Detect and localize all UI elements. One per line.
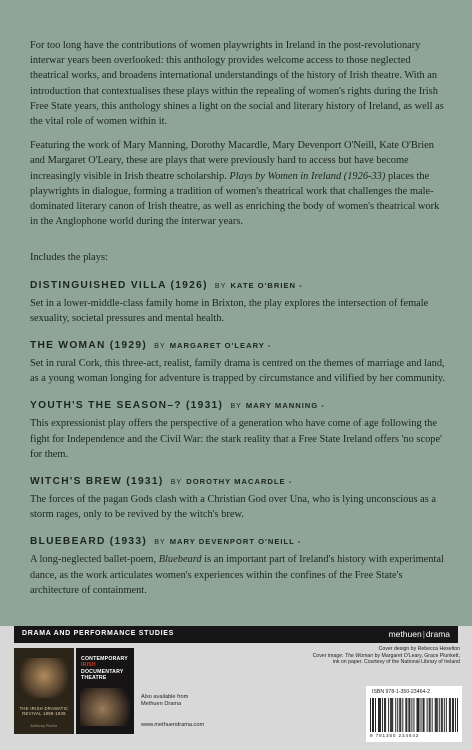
play-entry: [30, 340, 448, 386]
barcode-bar: [432, 698, 433, 732]
barcode-bar: [397, 698, 398, 732]
cover-credits: [240, 646, 460, 666]
barcode-bar: [385, 698, 386, 732]
play-description: This expressionist play offers the perspective of a generation who have come of age following the fight for Independence and the Civil War: the stark reality that a Free State Ireland offers 'no scope' for them.: [30, 418, 442, 460]
book-author: Anthony Roche: [30, 724, 58, 728]
also-line-2: Methuen Drama: [141, 701, 182, 708]
barcode-bar: [436, 698, 437, 732]
barcode-bar: [380, 698, 381, 732]
play-title: [30, 536, 448, 547]
footer-panel: [0, 626, 472, 750]
barcode-bar: [417, 698, 418, 732]
play-author: MARGARET O'LEARY -: [169, 341, 272, 351]
barcode-bar: [427, 698, 428, 732]
barcode-bar: [402, 698, 403, 732]
credit-line-3: ink on paper. Courtesy of the National Library of Ireland: [332, 659, 460, 666]
play-name: BLUEBEARD (1933): [30, 536, 148, 548]
barcode-bar: [372, 698, 373, 732]
play-entry: [30, 280, 448, 326]
barcode-bar: [411, 698, 412, 732]
barcode-bar: [419, 698, 420, 732]
intro-paragraph-1: For too long have the contributions of women playwrights in Ireland in the post-revolutionary interwar years been overlooked: this anthology provides welcome access to those neglected theatrical works, and broadens international understandings of the history of Irish theatre. With an introduction that contextualises these plays within the repealing of women's rights during the Irish Free State years, this anthology shines a light on the social and literary history of Ireland, as well as the vital role of women within it.: [30, 40, 444, 128]
barcode-bar: [437, 698, 438, 732]
barcode-bar: [405, 698, 406, 732]
play-name: WITCH'S BREW (1931): [30, 476, 164, 488]
publisher-name-b: drama: [425, 629, 450, 639]
credit-design: Cover design by Rebecca Heselton: [378, 646, 460, 652]
barcode-bar: [409, 698, 410, 732]
play-author: DOROTHY MACARDLE -: [186, 477, 293, 487]
play-entry: [30, 476, 448, 522]
credit-image: [240, 653, 460, 660]
barcode-bar: [429, 698, 430, 732]
series-label: DRAMA AND PERFORMANCE STUDIES: [22, 630, 175, 637]
play-by: BY: [154, 341, 166, 351]
barcode-bar: [452, 698, 453, 732]
book-title-red: IRISH: [81, 662, 96, 669]
series-bar: [14, 626, 458, 643]
barcode-panel: [366, 686, 462, 742]
also-available-text: [141, 694, 188, 709]
play-by: BY: [154, 537, 166, 547]
barcode-bar: [375, 698, 376, 732]
barcode-bar: [391, 698, 392, 732]
book-title: [81, 656, 131, 682]
barcode-bar: [378, 698, 379, 732]
book-cover-image: [80, 688, 130, 726]
barcode-bar: [441, 698, 442, 732]
barcode-bar: [421, 698, 422, 732]
intro-paragraph-2: [30, 138, 448, 229]
intro-paragraph-2-a: Featuring the work of Mary Manning, Dorothy Macardle, Mary Devenport O'Neill, Kate O'Brien and Margaret O'Leary, these are plays that were previously hard to access but have become increasingly visible in Irish theatre scholarship.: [30, 140, 434, 182]
play-title: [30, 280, 448, 291]
barcode-bar: [442, 698, 443, 732]
related-book-cover-2[interactable]: [76, 648, 134, 734]
book-title: THE IRISH DRAMATIC REVIVAL 1899-1939: [19, 706, 69, 716]
barcode-bar: [430, 698, 431, 732]
play-name: YOUTH'S THE SEASON–? (1931): [30, 400, 224, 412]
barcode-bar: [444, 698, 445, 732]
play-description: Set in rural Cork, this three-act, realist, family drama is centred on the themes of marriage and land, as a young woman longing for adventure is trapped by circumstance and vilified by her community.: [30, 358, 445, 385]
intro-paragraph-2-b: places the playwrights in dialogue, forming a tradition of women's theatrical work that challenges the male-dominated literary canon of Irish theatre, as well as enriching the body of women's theatrical work in the Anglophone world during the interwar years.: [30, 170, 440, 228]
barcode-bar: [439, 698, 440, 732]
barcode-bar: [399, 698, 400, 732]
barcode-bar: [373, 698, 374, 732]
publisher-name-a: methuen: [388, 629, 422, 639]
includes-heading: Includes the plays:: [30, 252, 108, 264]
play-name: DISTINGUISHED VILLA (1926): [30, 279, 208, 291]
barcode-bar: [424, 698, 425, 732]
barcode-bar: [406, 698, 407, 732]
barcode-bar: [446, 698, 447, 732]
anthology-title: Plays by Women in Ireland (1926-33): [229, 170, 386, 182]
barcode-bar: [400, 698, 401, 732]
play-author: KATE O'BRIEN -: [230, 280, 303, 290]
barcode-bar: [418, 698, 419, 732]
play-author: MARY DEVENPORT O'NEILL -: [169, 537, 302, 547]
publisher-website[interactable]: www.methuendrama.com: [141, 722, 205, 728]
barcode-digits: 9 781350 234642: [370, 733, 420, 738]
related-book-cover-1[interactable]: [14, 648, 74, 734]
back-cover-text: [30, 38, 448, 598]
barcode-bar: [449, 698, 450, 732]
barcode-bar: [453, 698, 454, 732]
barcode-bar: [388, 698, 389, 732]
play-author: MARY MANNING -: [245, 401, 325, 411]
barcode-bar: [384, 698, 385, 732]
barcode-bar: [408, 698, 409, 732]
book-cover-image: [20, 658, 68, 698]
credit-image-b: by Margaret O'Leary, Grace Plunkett,: [374, 652, 460, 659]
play-description-a: A long-neglected ballet-poem,: [30, 554, 157, 566]
publisher-separator: |: [422, 629, 425, 639]
barcode-bar: [457, 698, 458, 732]
isbn-text: ISBN 978-1-350-23464-2: [372, 689, 430, 695]
barcode-bar: [382, 698, 383, 732]
book-title-b: DOCUMENTARY THEATRE: [81, 668, 124, 682]
play-description: Set in a lower-middle-class family home in Brixton, the play explores the intersection of female sexuality, societal pressures and mental health.: [30, 297, 429, 324]
barcode-bar: [450, 698, 451, 732]
play-entry: [30, 400, 448, 462]
barcode-bar: [435, 698, 436, 732]
play-description: The forces of the pagan Gods clash with a Christian God over Una, who is lying unconscious as a storm rages, only to be revived by the witch's brew.: [30, 494, 437, 521]
play-title: [30, 400, 448, 411]
play-by: BY: [214, 280, 227, 290]
play-description: [30, 552, 448, 598]
credit-image-italic: The Woman: [344, 652, 374, 659]
play-by: BY: [170, 477, 183, 487]
play-title: [30, 476, 448, 487]
barcode-bar: [390, 698, 391, 732]
play-name: THE WOMAN (1929): [30, 340, 148, 352]
barcode-bar: [455, 698, 456, 732]
book-title-a: CONTEMPORARY: [81, 656, 128, 662]
credit-image-a: Cover image:: [312, 652, 344, 659]
barcode-bars: [370, 698, 458, 732]
barcode-bar: [379, 698, 380, 732]
play-description-b: is an important part of Ireland's history with experimental dance, as the work articulates women's experiences within the confines of the Free State's architecture of containment.: [30, 554, 444, 596]
publisher-logo: [389, 629, 450, 639]
barcode-bar: [413, 698, 414, 732]
play-entry: [30, 536, 448, 598]
barcode-bar: [370, 698, 371, 732]
play-title: [30, 340, 448, 351]
barcode-bar: [395, 698, 396, 732]
also-line-1: Also available from: [141, 694, 189, 700]
barcode-bar: [392, 698, 393, 732]
play-description-italic: Bluebeard: [158, 554, 202, 566]
play-by: BY: [230, 401, 242, 411]
barcode-bar: [423, 698, 424, 732]
